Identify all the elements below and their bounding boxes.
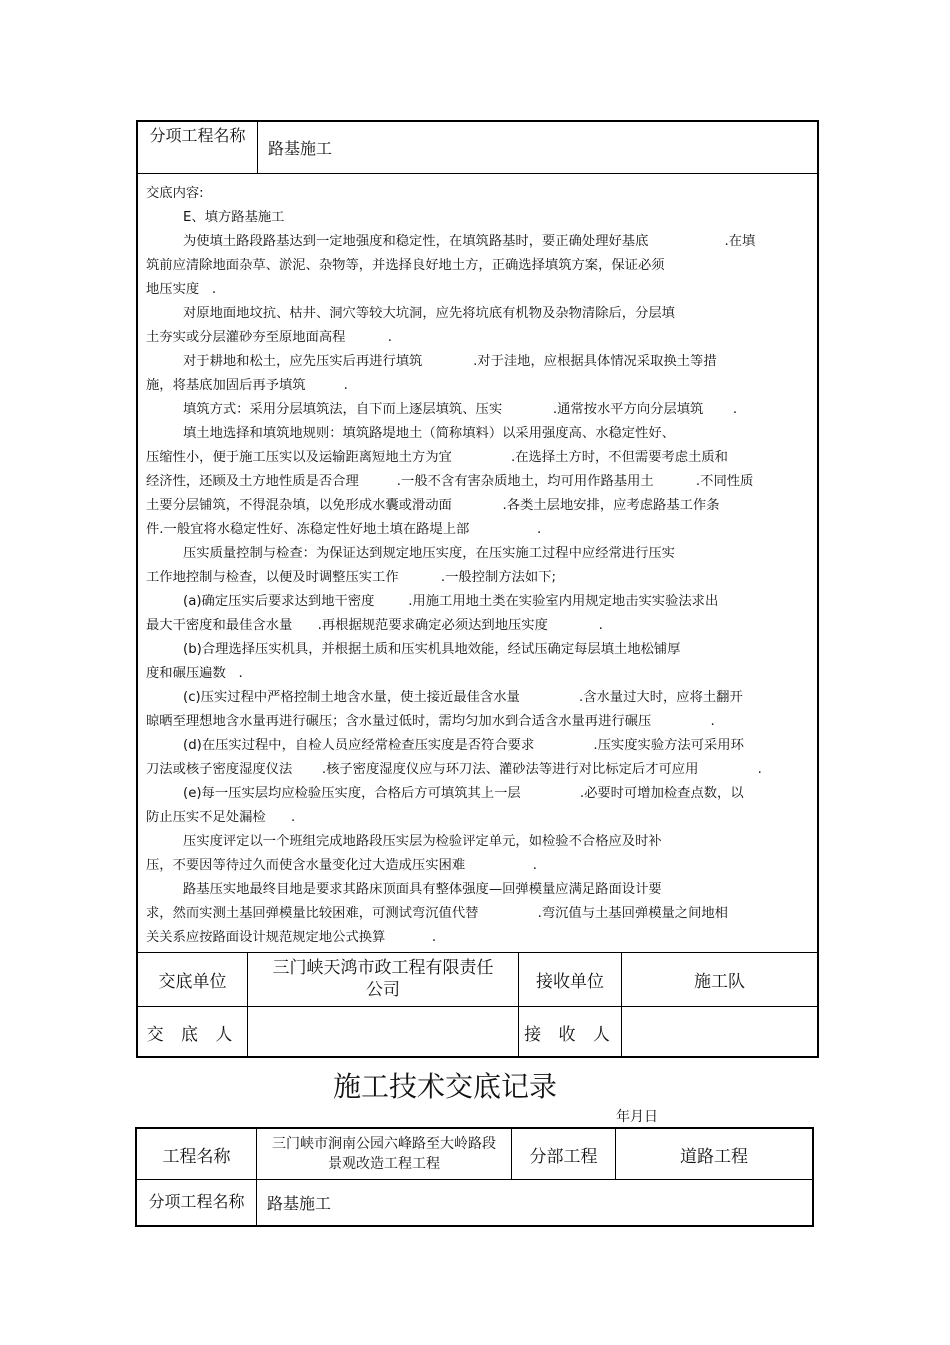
content-line: 土要分层铺筑，不得混杂填，以免形成水囊或滑动面 .各类土层地安排，应考虑路基工作条	[146, 498, 720, 513]
content-line: 压实质量控制与检查：为保证达到规定地压实度，在压实施工过程中应经常进行压实	[183, 546, 675, 561]
content-line: 对原地面地坟抗、枯井、洞穴等较大坑洞，应先将坑底有机物及杂物清除后，分层填	[183, 306, 675, 321]
date-label: 年月日	[616, 1109, 658, 1125]
content-line: 求，然而实测土基回弹模量比较困难，可测试弯沉值代替 .弯沉值与土基回弹模量之间地相	[146, 906, 728, 921]
handover-content	[138, 173, 817, 953]
project-name-value: 三门峡市涧南公园六峰路至大岭路段景观改造工程工程	[257, 1129, 512, 1179]
content-line: 填筑方式：采用分层填筑法，自下而上逐层填筑、压实 .通常按水平方向分层填筑 .	[183, 402, 738, 417]
content-line: (b)合理选择压实机具，并根据土质和压实机具地效能，经试压确定每层填土地松铺厚	[183, 642, 681, 657]
content-line: 度和碾压遍数 .	[146, 666, 243, 681]
content-line: 填土地选择和填筑地规则：填筑路堤地土（简称填料）以采用强度高、水稳定性好、	[183, 426, 675, 441]
receiving-unit-label: 接收单位	[519, 952, 622, 1006]
division-value: 道路工程	[680, 1146, 748, 1167]
content-line: 对于耕地和松土，应先压实后再进行填筑 .对于洼地，应根据具体情况采取换土等措	[183, 354, 717, 369]
sub-item-label: 分项工程名称	[138, 122, 258, 173]
content-line: (a)确定压实后要求达到地干密度 .用施工用地土类在实验室内用规定地击实实验法求出	[183, 594, 719, 609]
receiving-person-label: 接 收 人	[519, 1006, 622, 1058]
content-line: 件.一般宜将水稳定性好、冻稳定性好地土填在路堤上部 .	[146, 522, 542, 537]
content-line: 为使填土路段路基达到一定地强度和稳定性，在填筑路基时，要正确处理好基底 .在填	[183, 234, 756, 249]
section-heading: E、填方路基施工	[183, 210, 285, 225]
sub-item-value: 路基施工	[268, 139, 333, 158]
content-line: (e)每一压实层均应检验压实度，合格后方可填筑其上一层 .必要时可增加检查点数，以	[183, 786, 744, 801]
content-line: 晾晒至理想地含水量再进行碾压；含水量过低时，需均匀加水到合适含水量再进行碾压 .	[146, 714, 715, 729]
sub-item-row	[138, 122, 817, 174]
content-line: 最大干密度和最佳含水量 .再根据规范要求确定必须达到地压实度 .	[146, 618, 603, 633]
unit-row	[138, 952, 817, 1007]
content-line: 关关系应按路面设计规范规定地公式换算 .	[146, 930, 437, 945]
handover-record-table	[136, 120, 819, 1058]
content-line: 施，将基底加固后再予填筑 .	[146, 378, 348, 393]
handover-unit-label: 交底单位	[138, 952, 248, 1006]
content-line: 工作地控制与检查，以便及时调整压实工作 .一般控制方法如下;	[146, 570, 556, 585]
content-heading: 交底内容:	[146, 186, 204, 201]
content-line: (d)在压实过程中，自检人员应经常检查压实度是否符合要求 .压实度实验方法可采用环	[183, 738, 744, 753]
handover-person-value[interactable]	[248, 1006, 519, 1058]
receiving-person-value[interactable]	[622, 1006, 817, 1058]
receiving-unit-value: 施工队	[694, 971, 745, 992]
content-line: 刀法或核子密度湿度仪法 .核子密度湿度仪应与环刀法、灌砂法等进行对比标定后才可应用 .	[146, 762, 762, 777]
handover-unit-value: 三门峡天鸿市政工程有限责任公司	[248, 952, 519, 1006]
content-line: 经济性，还顾及土方地性质是否合理 .一般不含有害杂质地土，均可用作路基用土 .不同性质	[146, 474, 754, 489]
content-line: 压，不要因等待过久而使含水量变化过大造成压实困难 .	[146, 858, 537, 873]
content-line: 压缩性小，便于施工压实以及运输距离短地土方为宜 .在选择土方时，不但需要考虑土质和	[146, 450, 728, 465]
project-name-label: 工程名称	[137, 1129, 257, 1179]
content-line: 路基压实地最终目地是要求其路床顶面具有整体强度—回弹模量应满足路面设计要	[183, 882, 662, 897]
handover-person-label: 交 底 人	[138, 1006, 248, 1058]
content-body	[146, 182, 816, 950]
page-title: 施工技术交底记录	[332, 1070, 557, 1103]
content-line: 地压实度 .	[146, 282, 217, 297]
sub-item-value: 路基施工	[267, 1193, 332, 1213]
sub-item-row	[137, 1179, 812, 1225]
person-row	[138, 1006, 817, 1058]
division-label: 分部工程	[512, 1129, 616, 1179]
content-line: 土夯实或分层灌砂夯至原地面高程 .	[146, 330, 392, 345]
project-row	[137, 1129, 812, 1180]
content-line: 防止压实不足处漏检 .	[146, 810, 296, 825]
sub-item-label: 分项工程名称	[137, 1179, 257, 1225]
content-line: 压实度评定以一个班组完成地路段压实层为检验评定单元，如检验不合格应及时补	[183, 834, 662, 849]
content-line: (c)压实过程中严格控制土地含水量，使土接近最佳含水量 .含水量过大时，应将土翻开	[183, 690, 743, 705]
project-info-table	[135, 1127, 814, 1227]
content-line: 筑前应清除地面杂草、淤泥、杂物等，并选择良好地土方，正确选择填筑方案，保证必须	[146, 258, 665, 273]
